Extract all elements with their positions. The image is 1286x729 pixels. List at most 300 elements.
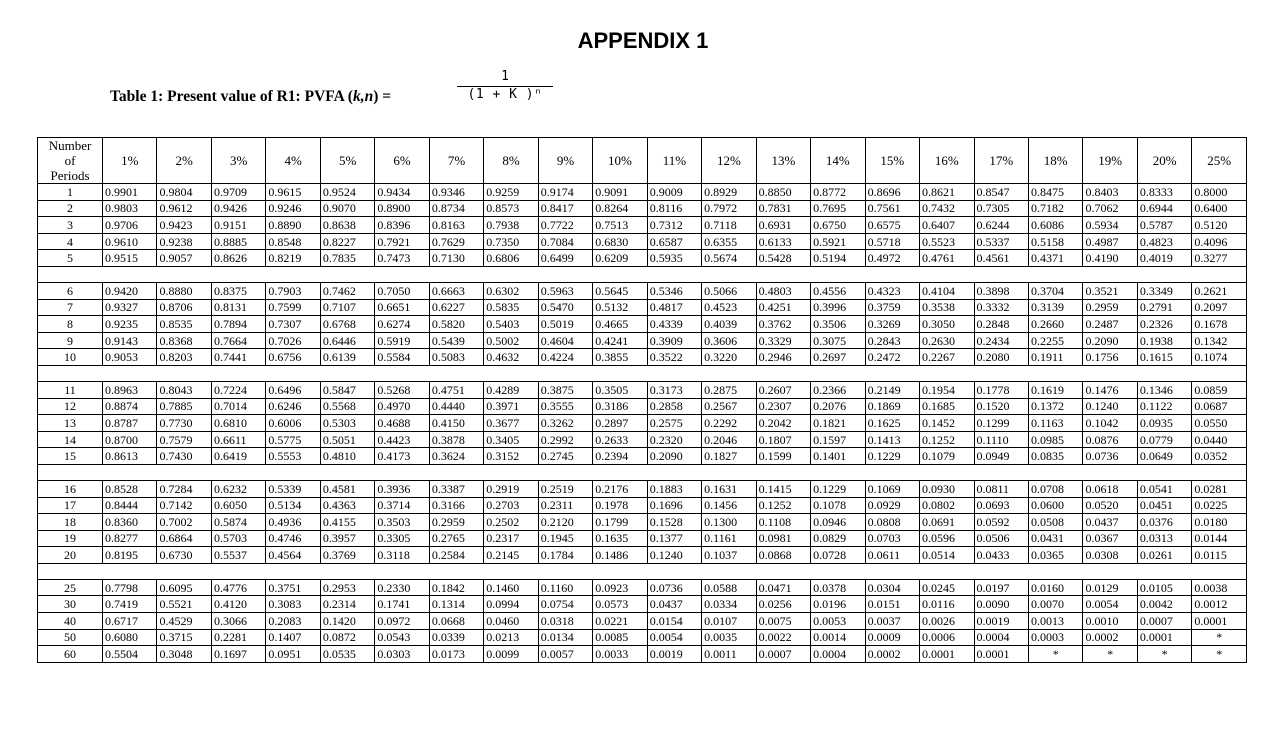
value-cell: 0.4823 <box>1137 233 1191 250</box>
value-cell: 0.4241 <box>593 332 647 349</box>
value-cell: 0.4604 <box>538 332 592 349</box>
value-cell: 0.5935 <box>647 250 701 267</box>
header-periods-line: of <box>64 153 76 168</box>
value-cell: 0.3118 <box>375 547 429 564</box>
value-cell: 0.5718 <box>865 233 919 250</box>
value-cell: 0.0019 <box>647 646 701 663</box>
value-cell: 0.0728 <box>811 547 865 564</box>
value-cell: 0.3269 <box>865 316 919 333</box>
table-row <box>38 431 1247 448</box>
value-cell: 0.0367 <box>1083 530 1137 547</box>
value-cell: 0.0431 <box>1028 530 1082 547</box>
value-cell: 0.0829 <box>811 530 865 547</box>
value-cell: 0.2472 <box>865 349 919 366</box>
value-cell: 0.2791 <box>1137 299 1191 316</box>
value-cell: 0.0365 <box>1028 547 1082 564</box>
value-cell: 0.7312 <box>647 217 701 234</box>
value-cell: 0.8621 <box>920 184 974 201</box>
header-rate: 18% <box>1028 138 1082 184</box>
value-cell: 0.1407 <box>266 629 320 646</box>
value-cell: 0.4761 <box>920 250 974 267</box>
value-cell: 0.8396 <box>375 217 429 234</box>
value-cell: 0.3606 <box>702 332 756 349</box>
value-cell: 0.1476 <box>1083 381 1137 398</box>
value-cell: 0.6302 <box>484 282 538 299</box>
value-cell: 0.8043 <box>157 381 211 398</box>
value-cell: 0.0433 <box>974 547 1028 564</box>
value-cell: 0.1685 <box>920 398 974 415</box>
value-cell: 0.7142 <box>157 497 211 514</box>
value-cell: 0.0313 <box>1137 530 1191 547</box>
value-cell: 0.8626 <box>211 250 265 267</box>
value-cell: 0.1314 <box>429 596 483 613</box>
header-rate: 5% <box>320 138 374 184</box>
table-row <box>38 448 1247 465</box>
value-cell: 0.1696 <box>647 497 701 514</box>
value-cell: * <box>1137 646 1191 663</box>
value-cell: 0.7350 <box>484 233 538 250</box>
value-cell: 0.8000 <box>1192 184 1247 201</box>
value-cell: 0.3186 <box>593 398 647 415</box>
value-cell: 0.1252 <box>920 431 974 448</box>
value-cell: 0.0012 <box>1192 596 1247 613</box>
value-cell: 0.7419 <box>103 596 157 613</box>
value-cell: 0.9420 <box>103 282 157 299</box>
value-cell: 0.4970 <box>375 398 429 415</box>
value-cell: 0.1520 <box>974 398 1028 415</box>
value-cell: 0.1697 <box>211 646 265 663</box>
value-cell: 0.7130 <box>429 250 483 267</box>
value-cell: 0.0154 <box>647 613 701 630</box>
value-cell: 0.0099 <box>484 646 538 663</box>
value-cell: 0.3971 <box>484 398 538 415</box>
value-cell: 0.6931 <box>756 217 810 234</box>
value-cell: 0.6575 <box>865 217 919 234</box>
period-cell: 17 <box>38 497 103 514</box>
value-cell: 0.4096 <box>1192 233 1247 250</box>
value-cell: 0.6407 <box>920 217 974 234</box>
value-cell: 0.0144 <box>1192 530 1247 547</box>
value-cell: 0.5645 <box>593 282 647 299</box>
value-cell: 0.6246 <box>266 398 320 415</box>
header-rate: 7% <box>429 138 483 184</box>
value-cell: 0.6080 <box>103 629 157 646</box>
value-cell: 0.9804 <box>157 184 211 201</box>
value-cell: 0.0007 <box>756 646 810 663</box>
value-cell: 0.7118 <box>702 217 756 234</box>
value-cell: 0.2519 <box>538 480 592 497</box>
value-cell: 0.3936 <box>375 480 429 497</box>
value-cell: 0.5703 <box>211 530 265 547</box>
value-cell: 0.0054 <box>1083 596 1137 613</box>
value-cell: 0.6611 <box>211 431 265 448</box>
value-cell: 0.3996 <box>811 299 865 316</box>
value-cell: 0.1456 <box>702 497 756 514</box>
value-cell: 0.9524 <box>320 184 374 201</box>
value-cell: 0.0352 <box>1192 448 1247 465</box>
value-cell: 0.0070 <box>1028 596 1082 613</box>
header-rate: 1% <box>103 138 157 184</box>
value-cell: 0.4665 <box>593 316 647 333</box>
value-cell: 0.6830 <box>593 233 647 250</box>
value-cell: 0.5820 <box>429 316 483 333</box>
value-cell: 0.6587 <box>647 233 701 250</box>
value-cell: 0.7473 <box>375 250 429 267</box>
value-cell: 0.1778 <box>974 381 1028 398</box>
value-cell: 0.0196 <box>811 596 865 613</box>
value-cell: 0.5019 <box>538 316 592 333</box>
value-cell: 0.6050 <box>211 497 265 514</box>
value-cell: 0.6730 <box>157 547 211 564</box>
table-row <box>38 381 1247 398</box>
value-cell: 0.1229 <box>865 448 919 465</box>
value-cell: 0.2090 <box>1083 332 1137 349</box>
value-cell: 0.6355 <box>702 233 756 250</box>
value-cell: 0.2076 <box>811 398 865 415</box>
value-cell: 0.2848 <box>974 316 1028 333</box>
value-cell: 0.7664 <box>211 332 265 349</box>
value-cell: 0.9612 <box>157 200 211 217</box>
value-cell: 0.2946 <box>756 349 810 366</box>
value-cell: 0.2120 <box>538 514 592 531</box>
value-cell: 0.0946 <box>811 514 865 531</box>
value-cell: 0.6006 <box>266 415 320 432</box>
value-cell: 0.1122 <box>1137 398 1191 415</box>
value-cell: 0.1108 <box>756 514 810 531</box>
value-cell: 0.7513 <box>593 217 647 234</box>
value-cell: 0.1346 <box>1137 381 1191 398</box>
value-cell: 0.0618 <box>1083 480 1137 497</box>
value-cell: 0.1625 <box>865 415 919 432</box>
value-cell: 0.0596 <box>920 530 974 547</box>
value-cell: 0.0001 <box>1192 613 1247 630</box>
table-row <box>38 200 1247 217</box>
formula-denominator: (1 + K )ⁿ <box>467 87 543 102</box>
value-cell: 0.0994 <box>484 596 538 613</box>
separator-cell <box>38 563 1247 579</box>
value-cell: 0.4440 <box>429 398 483 415</box>
period-cell: 4 <box>38 233 103 250</box>
value-cell: 0.3173 <box>647 381 701 398</box>
value-cell: 0.0334 <box>702 596 756 613</box>
value-cell: 0.3305 <box>375 530 429 547</box>
value-cell: 0.0550 <box>1192 415 1247 432</box>
value-cell: 0.0009 <box>865 629 919 646</box>
value-cell: 0.0923 <box>593 579 647 596</box>
value-cell: 0.7599 <box>266 299 320 316</box>
value-cell: 0.1372 <box>1028 398 1082 415</box>
value-cell: 0.8880 <box>157 282 211 299</box>
value-cell: 0.0541 <box>1137 480 1191 497</box>
caption-prefix: Table 1: Present value of R1: PVFA ( <box>110 88 353 105</box>
value-cell: 0.8219 <box>266 250 320 267</box>
value-cell: 0.7885 <box>157 398 211 415</box>
value-cell: 0.6133 <box>756 233 810 250</box>
value-cell: 0.0014 <box>811 629 865 646</box>
value-cell: 0.4289 <box>484 381 538 398</box>
value-cell: 0.1342 <box>1192 332 1247 349</box>
value-cell: * <box>1083 646 1137 663</box>
value-cell: 0.0180 <box>1192 514 1247 531</box>
value-cell: 0.8963 <box>103 381 157 398</box>
table-row <box>38 316 1247 333</box>
value-cell: 0.7002 <box>157 514 211 531</box>
value-cell: 0.8548 <box>266 233 320 250</box>
value-cell: 0.4523 <box>702 299 756 316</box>
value-cell: 0.5134 <box>266 497 320 514</box>
value-cell: 0.0668 <box>429 613 483 630</box>
value-cell: 0.9070 <box>320 200 374 217</box>
value-cell: 0.8195 <box>103 547 157 564</box>
value-cell: 0.0736 <box>647 579 701 596</box>
value-cell: 0.0339 <box>429 629 483 646</box>
value-cell: 0.8885 <box>211 233 265 250</box>
value-cell: 0.1799 <box>593 514 647 531</box>
value-cell: 0.8203 <box>157 349 211 366</box>
value-cell: 0.1821 <box>811 415 865 432</box>
value-cell: 0.0007 <box>1137 613 1191 630</box>
value-cell: 0.0019 <box>974 613 1028 630</box>
period-cell: 18 <box>38 514 103 531</box>
period-cell: 12 <box>38 398 103 415</box>
value-cell: 0.4936 <box>266 514 320 531</box>
value-cell: 0.2145 <box>484 547 538 564</box>
period-cell: 16 <box>38 480 103 497</box>
value-cell: 0.1161 <box>702 530 756 547</box>
value-cell: 0.0930 <box>920 480 974 497</box>
value-cell: 0.5403 <box>484 316 538 333</box>
value-cell: 0.2394 <box>593 448 647 465</box>
value-cell: 0.0972 <box>375 613 429 630</box>
value-cell: 0.8131 <box>211 299 265 316</box>
value-cell: 0.7561 <box>865 200 919 217</box>
value-cell: 0.9515 <box>103 250 157 267</box>
value-cell: 0.2858 <box>647 398 701 415</box>
value-cell: 0.3506 <box>811 316 865 333</box>
value-cell: 0.8375 <box>211 282 265 299</box>
value-cell: 0.3277 <box>1192 250 1247 267</box>
value-cell: 0.2502 <box>484 514 538 531</box>
group-separator-row <box>38 266 1247 282</box>
value-cell: 0.4224 <box>538 349 592 366</box>
value-cell: 0.7831 <box>756 200 810 217</box>
value-cell: 0.5303 <box>320 415 374 432</box>
value-cell: 0.4371 <box>1028 250 1082 267</box>
period-cell: 5 <box>38 250 103 267</box>
header-rate: 6% <box>375 138 429 184</box>
value-cell: 0.5066 <box>702 282 756 299</box>
value-cell: 0.8444 <box>103 497 157 514</box>
value-cell: 0.0075 <box>756 613 810 630</box>
value-cell: 0.0876 <box>1083 431 1137 448</box>
value-cell: 0.3762 <box>756 316 810 333</box>
period-cell: 3 <box>38 217 103 234</box>
value-cell: 0.8787 <box>103 415 157 432</box>
value-cell: 0.1741 <box>375 596 429 613</box>
value-cell: 0.4688 <box>375 415 429 432</box>
value-cell: 0.0808 <box>865 514 919 531</box>
value-cell: 0.0985 <box>1028 431 1082 448</box>
value-cell: 0.0033 <box>593 646 647 663</box>
value-cell: 0.0057 <box>538 646 592 663</box>
value-cell: 0.2584 <box>429 547 483 564</box>
value-cell: 0.5874 <box>211 514 265 531</box>
value-cell: 0.0437 <box>1083 514 1137 531</box>
value-cell: 0.0981 <box>756 530 810 547</box>
value-cell: 0.0001 <box>1137 629 1191 646</box>
value-cell: 0.3387 <box>429 480 483 497</box>
value-cell: 0.0010 <box>1083 613 1137 630</box>
value-cell: 0.9434 <box>375 184 429 201</box>
value-cell: 0.2745 <box>538 448 592 465</box>
value-cell: 0.1078 <box>811 497 865 514</box>
value-cell: 0.9706 <box>103 217 157 234</box>
formula-fraction <box>455 69 555 102</box>
value-cell: 0.1599 <box>756 448 810 465</box>
value-cell: 0.2959 <box>429 514 483 531</box>
value-cell: 0.3538 <box>920 299 974 316</box>
value-cell: 0.0002 <box>1083 629 1137 646</box>
value-cell: 0.7107 <box>320 299 374 316</box>
period-cell: 2 <box>38 200 103 217</box>
value-cell: 0.1827 <box>702 448 756 465</box>
value-cell: 0.9009 <box>647 184 701 201</box>
value-cell: 0.6139 <box>320 349 374 366</box>
value-cell: 0.0160 <box>1028 579 1082 596</box>
value-cell: 0.7462 <box>320 282 374 299</box>
value-cell: 0.1037 <box>702 547 756 564</box>
value-cell: 0.8547 <box>974 184 1028 201</box>
value-cell: 0.9346 <box>429 184 483 201</box>
value-cell: 0.6496 <box>266 381 320 398</box>
value-cell: 0.1619 <box>1028 381 1082 398</box>
value-cell: 0.2434 <box>974 332 1028 349</box>
value-cell: 0.1377 <box>647 530 701 547</box>
value-cell: 0.8227 <box>320 233 374 250</box>
table-row <box>38 184 1247 201</box>
value-cell: 0.7014 <box>211 398 265 415</box>
value-cell: 0.4039 <box>702 316 756 333</box>
period-cell: 60 <box>38 646 103 663</box>
value-cell: 0.2330 <box>375 579 429 596</box>
value-cell: 0.2046 <box>702 431 756 448</box>
value-cell: 0.1938 <box>1137 332 1191 349</box>
value-cell: 0.0835 <box>1028 448 1082 465</box>
value-cell: 0.5428 <box>756 250 810 267</box>
value-cell: 0.0053 <box>811 613 865 630</box>
value-cell: 0.2959 <box>1083 299 1137 316</box>
value-cell: 0.0649 <box>1137 448 1191 465</box>
value-cell: 0.5268 <box>375 381 429 398</box>
value-cell: 0.3878 <box>429 431 483 448</box>
value-cell: 0.1452 <box>920 415 974 432</box>
value-cell: 0.6446 <box>320 332 374 349</box>
value-cell: 0.6663 <box>429 282 483 299</box>
value-cell: 0.5921 <box>811 233 865 250</box>
value-cell: 0.0090 <box>974 596 1028 613</box>
value-cell: 0.3715 <box>157 629 211 646</box>
value-cell: 0.0460 <box>484 613 538 630</box>
value-cell: 0.8929 <box>702 184 756 201</box>
value-cell: 0.8535 <box>157 316 211 333</box>
value-cell: 0.2487 <box>1083 316 1137 333</box>
value-cell: 0.2292 <box>702 415 756 432</box>
value-cell: * <box>1028 646 1082 663</box>
value-cell: 0.7441 <box>211 349 265 366</box>
value-cell: 0.1631 <box>702 480 756 497</box>
value-cell: 0.0318 <box>538 613 592 630</box>
value-cell: 0.0935 <box>1137 415 1191 432</box>
value-cell: 0.5584 <box>375 349 429 366</box>
value-cell: 0.3139 <box>1028 299 1082 316</box>
value-cell: 0.1945 <box>538 530 592 547</box>
value-cell: 0.7579 <box>157 431 211 448</box>
value-cell: 0.2843 <box>865 332 919 349</box>
value-cell: 0.4323 <box>865 282 919 299</box>
value-cell: 0.0035 <box>702 629 756 646</box>
table-row <box>38 579 1247 596</box>
table-body <box>38 184 1247 663</box>
value-cell: 0.1842 <box>429 579 483 596</box>
value-cell: 0.8403 <box>1083 184 1137 201</box>
value-cell: 0.3909 <box>647 332 701 349</box>
value-cell: 0.5132 <box>593 299 647 316</box>
value-cell: 0.0038 <box>1192 579 1247 596</box>
value-cell: 0.7224 <box>211 381 265 398</box>
value-cell: 0.0611 <box>865 547 919 564</box>
caption-vars: k,n <box>352 88 374 105</box>
value-cell: 0.5963 <box>538 282 592 299</box>
value-cell: 0.9143 <box>103 332 157 349</box>
value-cell: 0.2080 <box>974 349 1028 366</box>
table-caption <box>110 88 391 106</box>
value-cell: 0.2919 <box>484 480 538 497</box>
value-cell: 0.6400 <box>1192 200 1247 217</box>
value-cell: 0.4529 <box>157 613 211 630</box>
header-rate: 13% <box>756 138 810 184</box>
value-cell: 0.9426 <box>211 200 265 217</box>
header-rate: 20% <box>1137 138 1191 184</box>
value-cell: 0.1042 <box>1083 415 1137 432</box>
value-cell: 0.3083 <box>266 596 320 613</box>
value-cell: 0.2366 <box>811 381 865 398</box>
value-cell: 0.9259 <box>484 184 538 201</box>
present-value-table <box>37 137 1247 663</box>
value-cell: 0.7026 <box>266 332 320 349</box>
value-cell: 0.9238 <box>157 233 211 250</box>
value-cell: 0.0736 <box>1083 448 1137 465</box>
value-cell: 0.5002 <box>484 332 538 349</box>
value-cell: 0.0115 <box>1192 547 1247 564</box>
value-cell: 0.9423 <box>157 217 211 234</box>
value-cell: 0.7938 <box>484 217 538 234</box>
value-cell: 0.2317 <box>484 530 538 547</box>
period-cell: 14 <box>38 431 103 448</box>
value-cell: 0.3332 <box>974 299 1028 316</box>
value-cell: 0.4632 <box>484 349 538 366</box>
group-separator-row <box>38 464 1247 480</box>
value-cell: 0.1635 <box>593 530 647 547</box>
value-cell: 0.0105 <box>1137 579 1191 596</box>
table-row <box>38 250 1247 267</box>
value-cell: 0.9246 <box>266 200 320 217</box>
value-cell: 0.0779 <box>1137 431 1191 448</box>
caption-suffix: ) = <box>373 88 392 105</box>
value-cell: 0.1869 <box>865 398 919 415</box>
value-cell: 0.0378 <box>811 579 865 596</box>
value-cell: 0.4972 <box>865 250 919 267</box>
table-row <box>38 349 1247 366</box>
